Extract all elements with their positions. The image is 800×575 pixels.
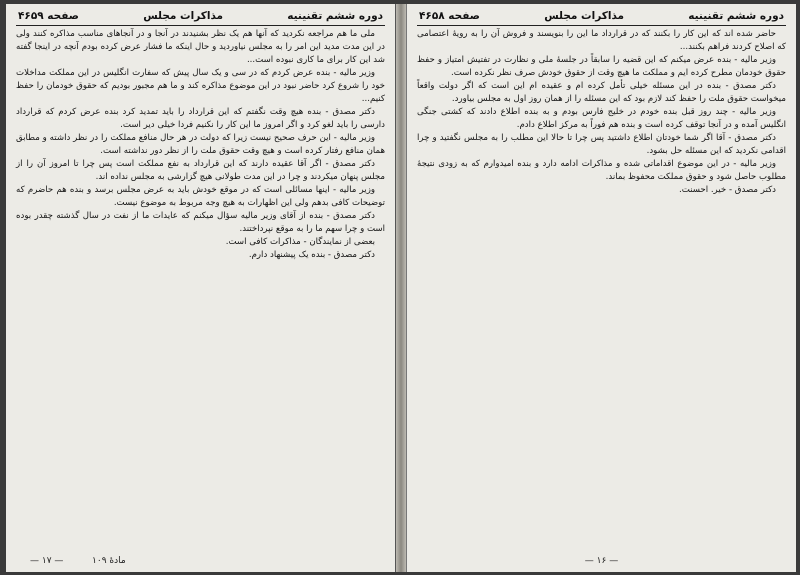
right-paragraph: حاضر شده اند که این کار را بکنند که در قرارداد ما این را بنویسند و فروش آن را به رویهٔ اعتصامی که اصلاح کردند فراهم بکنند... bbox=[417, 29, 786, 52]
left-paragraph: دکتر مصدق - بنده هیچ وقت نگفتم که این قرارداد را باید تمدید کرد بنده عرض کردم که قرارداد دارسی را باید لغو کرد و اگر امروز ما این کار را نکنیم فردا خیلی دیر است. bbox=[16, 107, 385, 130]
right-header-title: مذاکرات مجلس bbox=[544, 10, 625, 22]
right-page bbox=[406, 4, 796, 572]
left-paragraph: وزیر مالیه - اینها مسائلی است که در موقع خودش باید به عرض مجلس برسد و بنده هم حاضرم که توضیحات کافی بدهم ولی این اظهارات به هیچ وجه مربوط به موضوع نیست. bbox=[16, 185, 385, 208]
left-page-number: صفحه ۴۶۵۹ bbox=[18, 10, 79, 22]
left-header-title: مذاکرات مجلس bbox=[143, 10, 224, 22]
right-paragraph: دکتر مصدق - خیر. احسنت. bbox=[678, 185, 776, 195]
right-page-number: صفحه ۴۶۵۸ bbox=[419, 10, 480, 22]
left-paragraph: دکتر مصدق - اگر آقا عقیده دارند که این قرارداد به نفع مملکت است پس چرا تا امروز آن را از مجلس پنهان میکردند و چرا در این مدت طولانی هیچ گزارشی به مجلس نداده اند. bbox=[16, 159, 385, 182]
right-page-header bbox=[417, 8, 786, 26]
left-article-label: مادهٔ ۱۰۹ bbox=[92, 556, 126, 566]
left-page-header bbox=[16, 8, 385, 26]
left-paragraph: دکتر مصدق - بنده از آقای وزیر مالیه سؤال میکنم که عایدات ما از نفت در سال گذشته چقدر بوده است و چرا سهم ما را به موقع نپرداختند. bbox=[16, 211, 385, 234]
left-paragraph: وزیر مالیه - این حرف صحیح نیست زیرا که دولت در هر حال منافع مملکت را در نظر داشته و مطابق همان منافع رفتار کرده است و هیچ وقت حقوق ملت را از نظر دور نداشته است. bbox=[16, 133, 385, 156]
left-paragraph: بعضی از نمایندگان - مذاکرات کافی است. bbox=[225, 237, 375, 247]
left-paragraph: وزیر مالیه - بنده عرض کردم که در سی و یک سال پیش که سفارت انگلیس در این مملکت مداخلات خود را شروع کرد حاضر نبود در این موضوع مذاکره کند و ما هم مجبور بودیم که حقوق خودمان را حفظ کنیم... bbox=[16, 68, 385, 104]
left-session-label: دوره ششم تقنینیه bbox=[287, 10, 383, 22]
left-page bbox=[6, 4, 396, 572]
right-paragraph: دکتر مصدق - بنده در این مسئله خیلی تأمل کرده ام و عقیده ام این است که اگر دولت واقعاً میخواست حقوق ملت را حفظ کند لازم بود که این مسئله را از همان روز اول به مجلس بیاورد. bbox=[417, 81, 786, 104]
left-footer-number: — ۱۷ — bbox=[30, 556, 64, 566]
left-page-footer bbox=[6, 556, 395, 566]
right-paragraph: وزیر مالیه - در این موضوع اقداماتی شده و مذاکرات ادامه دارد و بنده امیدوارم که به زودی نتیجهٔ مطلوب حاصل شود و حقوق مملکت محفوظ بماند. bbox=[417, 159, 786, 182]
right-session-label: دوره ششم تقنینیه bbox=[688, 10, 784, 22]
right-paragraph: وزیر مالیه - چند روز قبل بنده خودم در خلیج فارس بودم و به بنده اطلاع دادند که کشتی جنگی انگلیس آمده و در آنجا توقف کرده است و بنده هم فوراً به مرکز اطلاع دادم. bbox=[417, 107, 786, 130]
left-page-body bbox=[16, 26, 385, 262]
right-page-body bbox=[417, 26, 786, 197]
left-paragraph: ملی ما هم مراجعه نکردید که آنها هم یک نظر بشنیدند در آنجا و در آنجاهای مناسب مذاکره کنند ولی در این مدت مدید این امر را به مجلس نیاوردید و حال اینکه ما فشار عرض کرده بودم آنچه در اینجا گفته شد این کار برای ما کاری نبوده است... bbox=[16, 29, 385, 65]
book-gutter bbox=[396, 4, 406, 572]
right-paragraph: دکتر مصدق - آقا اگر شما خودتان اطلاع داشتید پس چرا تا حالا این مطلب را به مجلس نگفتید و چرا اقدامی نکردید که این مسئله حل بشود. bbox=[417, 133, 786, 156]
right-footer-number: — ۱۶ — bbox=[584, 556, 619, 566]
left-paragraph: دکتر مصدق - بنده یک پیشنهاد دارم. bbox=[248, 250, 375, 260]
right-paragraph: وزیر مالیه - بنده عرض میکنم که این قضیه را سابقاً در جلسهٔ ملی و نظارت در تفتیش امتیاز و حفظ حقوق خودمان مطرح کرده ایم و مملکت ما هیچ وقت از حقوق خودش صرف نظر نکرده است. bbox=[417, 55, 786, 78]
right-page-footer bbox=[407, 556, 796, 566]
book-spread bbox=[6, 4, 796, 572]
